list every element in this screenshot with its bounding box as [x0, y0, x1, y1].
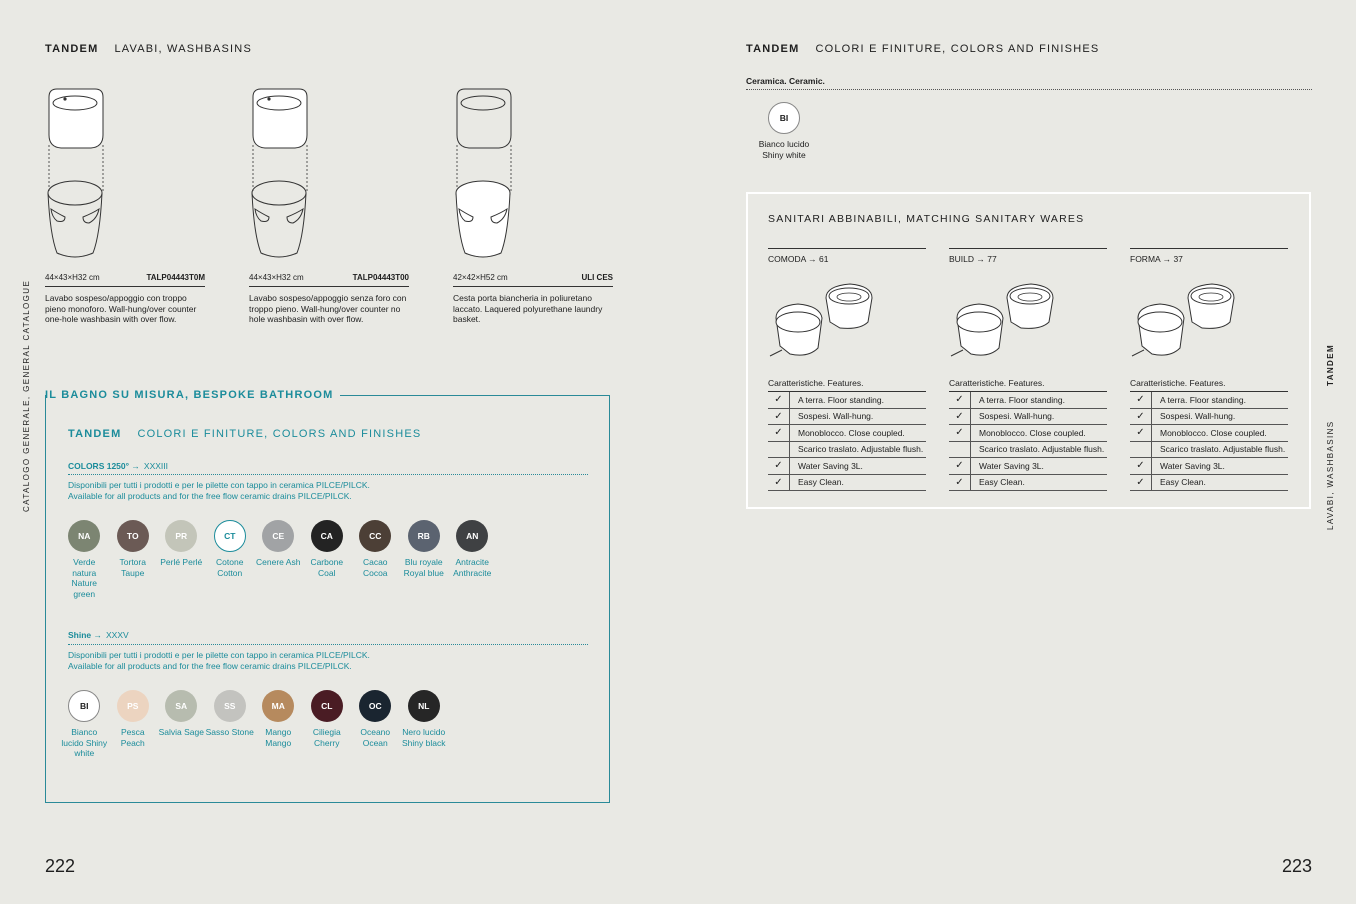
color-swatch-name: Tortora Taupe — [119, 557, 146, 578]
color-swatch-dot: TO — [117, 520, 149, 552]
feature-check-icon: ✓ — [949, 475, 971, 491]
product-description: Lavabo sospeso/appoggio con troppo pieno monoforo. Wall-hung/over counter one-hole washbasin with over flow. — [45, 293, 197, 324]
color-swatch[interactable] — [206, 690, 255, 759]
feature-row — [949, 442, 1107, 459]
feature-label: A terra. Floor standing. — [979, 394, 1065, 405]
left-page-number: 222 — [45, 856, 76, 876]
feature-row — [949, 409, 1107, 426]
color-swatch-name: Ciliegia Cherry — [312, 727, 341, 748]
feature-check-icon: ✓ — [768, 425, 790, 441]
color-swatch-dot: PS — [117, 690, 149, 722]
color-swatch-dot: OC — [359, 690, 391, 722]
product-code: TALP04443T0M — [146, 273, 205, 282]
sanitary-series — [1130, 248, 1288, 491]
color-swatch-dot: SS — [214, 690, 246, 722]
product-card — [45, 85, 205, 325]
sanitary-series — [768, 248, 926, 491]
sanitary-image — [1130, 264, 1288, 372]
product-code: TALP04443T00 — [352, 273, 409, 282]
color-swatch[interactable] — [254, 520, 303, 599]
product-drawing — [249, 85, 311, 263]
product-dimensions: 42×42×H52 cm — [453, 273, 508, 282]
color-swatch[interactable] — [206, 520, 255, 599]
color-swatch-name: Perlé Perlé — [160, 557, 203, 567]
feature-row — [949, 392, 1107, 409]
color-swatch-dot: NA — [68, 520, 100, 552]
shine-divider — [68, 644, 588, 645]
color-swatch[interactable] — [351, 520, 400, 599]
color-swatch-name: Cotone Cotton — [216, 557, 244, 578]
feature-row — [1130, 442, 1288, 459]
feature-row — [768, 458, 926, 475]
color-swatch[interactable] — [109, 520, 158, 599]
bespoke-subtitle: COLORI E FINITURE, COLORS AND FINISHES — [137, 428, 422, 440]
bespoke-brand: TANDEM — [68, 428, 122, 440]
features-title: Caratteristiche. Features. — [949, 378, 1045, 388]
product-card — [453, 85, 613, 325]
color-swatch-name: Cacao Cocoa — [362, 557, 388, 578]
feature-check-icon: ✓ — [768, 458, 790, 474]
product-drawing — [453, 85, 515, 263]
shine-label: Shine → XXXV — [68, 630, 129, 640]
feature-row — [768, 425, 926, 442]
bespoke-title: IL BAGNO SU MISURA, BESPOKE BATHROOM — [45, 389, 334, 401]
feature-label: A terra. Floor standing. — [798, 394, 884, 405]
feature-label: Scarico traslato. Adjustable flush. — [798, 444, 924, 455]
feature-row — [1130, 458, 1288, 475]
color-swatch[interactable] — [109, 690, 158, 759]
feature-row — [768, 392, 926, 409]
feature-label: Water Saving 3L. — [979, 460, 1044, 471]
matching-series-list — [768, 248, 1288, 491]
product-dimensions: 44×43×H32 cm — [249, 273, 304, 282]
right-header-brand: TANDEM — [746, 43, 800, 55]
feature-check-icon — [768, 442, 790, 458]
color-swatch-dot: CA — [311, 520, 343, 552]
color-swatch-name: Carbone Coal — [310, 557, 344, 578]
feature-label: Sospesi. Wall-hung. — [798, 411, 874, 422]
right-header-title: COLORI E FINITURE, COLORS AND FINISHES — [815, 43, 1100, 55]
color-swatch-name: Pesca Peach — [120, 727, 145, 748]
color-swatch-name: Bianco lucido Shiny white — [61, 727, 108, 758]
feature-check-icon: ✓ — [1130, 392, 1152, 408]
color-swatch[interactable] — [351, 690, 400, 759]
feature-row — [1130, 425, 1288, 442]
right-spine-text: LAVABI, WASHBASINS — [1326, 420, 1335, 530]
color-swatch[interactable] — [448, 520, 497, 599]
left-header — [45, 43, 252, 55]
sanitary-series-name[interactable]: BUILD → 77 — [949, 248, 1107, 264]
features-list — [1130, 391, 1288, 491]
sanitary-series — [949, 248, 1107, 491]
color-swatch[interactable] — [400, 690, 449, 759]
feature-check-icon — [949, 442, 971, 458]
color-swatch-dot: CL — [311, 690, 343, 722]
left-spine-text: CATALOGO GENERALE, GENERAL CATALOGUE — [22, 279, 31, 512]
color-swatch[interactable] — [60, 690, 109, 759]
sanitary-drawing — [768, 278, 878, 360]
feature-label: Monoblocco. Close coupled. — [798, 427, 905, 438]
features-list — [949, 391, 1107, 491]
color-swatch-dot: AN — [456, 520, 488, 552]
ceramic-label: Ceramica. Ceramic. — [746, 76, 825, 86]
feature-check-icon: ✓ — [1130, 409, 1152, 425]
color-swatch-name: Verde natura Nature green — [71, 557, 97, 599]
feature-check-icon: ✓ — [1130, 458, 1152, 474]
color-swatch-dot: MA — [262, 690, 294, 722]
sanitary-image — [768, 264, 926, 372]
product-card — [249, 85, 409, 325]
right-header — [746, 43, 1099, 55]
color-swatch-name: Blu royale Royal blue — [403, 557, 444, 578]
color-swatch[interactable] — [400, 520, 449, 599]
color-swatch-name: Oceano Ocean — [360, 727, 391, 748]
right-spine-brand: TANDEM — [1326, 343, 1335, 386]
sanitary-series-name[interactable]: FORMA → 37 — [1130, 248, 1288, 264]
color-swatch-dot: RB — [408, 520, 440, 552]
feature-row — [1130, 392, 1288, 409]
feature-label: Scarico traslato. Adjustable flush. — [1160, 444, 1286, 455]
ceramic-swatch — [753, 102, 815, 160]
feature-row — [949, 425, 1107, 442]
ceramic-swatch-dot: BI — [768, 102, 800, 134]
product-description: Cesta porta biancheria in poliuretano laccato. Laquered polyurethane laundry basket. — [453, 293, 603, 324]
feature-label: Easy Clean. — [798, 477, 844, 488]
feature-row — [949, 458, 1107, 475]
feature-row — [768, 442, 926, 459]
feature-label: Monoblocco. Close coupled. — [1160, 427, 1267, 438]
feature-row — [1130, 409, 1288, 426]
features-title: Caratteristiche. Features. — [1130, 378, 1226, 388]
feature-label: Water Saving 3L. — [1160, 460, 1225, 471]
feature-label: Easy Clean. — [979, 477, 1025, 488]
product-description: Lavabo sospeso/appoggio senza foro con troppo pieno. Wall-hung/over counter no hole washbasin with over flow. — [249, 293, 407, 324]
color-swatch-name: Sasso Stone — [205, 727, 254, 737]
color-swatch-dot: SA — [165, 690, 197, 722]
feature-label: Scarico traslato. Adjustable flush. — [979, 444, 1105, 455]
product-meta — [45, 273, 205, 287]
feature-row — [1130, 475, 1288, 492]
color-swatch[interactable] — [303, 520, 352, 599]
left-header-title: LAVABI, WASHBASINS — [114, 43, 252, 55]
color-swatch-dot: BI — [68, 690, 100, 722]
color-swatch[interactable] — [157, 520, 206, 599]
color-swatch-name: Salvia Sage — [158, 727, 204, 737]
feature-label: Easy Clean. — [1160, 477, 1206, 488]
colors-swatch-list — [60, 520, 497, 599]
color-swatch[interactable] — [303, 690, 352, 759]
colors-divider — [68, 474, 588, 475]
shine-ref: XXXV — [106, 630, 129, 640]
feature-label: Water Saving 3L. — [798, 460, 863, 471]
matching-title: SANITARI ABBINABILI, MATCHING SANITARY WARES — [768, 213, 1085, 225]
feature-check-icon: ✓ — [1130, 475, 1152, 491]
feature-row — [949, 475, 1107, 492]
feature-label: Sospesi. Wall-hung. — [979, 411, 1055, 422]
color-swatch-dot: PR — [165, 520, 197, 552]
color-swatch[interactable] — [60, 520, 109, 599]
product-drawing — [45, 85, 107, 263]
colors-label: COLORS 1250° → XXXIII — [68, 461, 168, 471]
feature-row — [768, 475, 926, 492]
right-page-number: 223 — [1282, 856, 1313, 876]
ceramic-divider — [746, 89, 1312, 90]
left-header-brand: TANDEM — [45, 43, 99, 55]
feature-label: Sospesi. Wall-hung. — [1160, 411, 1236, 422]
shine-note: Disponibili per tutti i prodotti e per le pilette con tappo in ceramica PILCE/PILCK. Available for all products and for the free flow ceramic drains PILCE/PILCK. — [68, 650, 370, 671]
bespoke-header — [68, 428, 421, 440]
feature-check-icon: ✓ — [768, 409, 790, 425]
feature-check-icon: ✓ — [1130, 425, 1152, 441]
product-meta — [453, 273, 613, 287]
feature-row — [768, 409, 926, 426]
feature-check-icon: ✓ — [949, 458, 971, 474]
feature-check-icon: ✓ — [949, 425, 971, 441]
sanitary-series-name[interactable]: COMODA → 61 — [768, 248, 926, 264]
shine-swatch-list — [60, 690, 448, 759]
feature-label: A terra. Floor standing. — [1160, 394, 1246, 405]
product-dimensions: 44×43×H32 cm — [45, 273, 100, 282]
color-swatch-dot: CT — [214, 520, 246, 552]
color-swatch-dot: CC — [359, 520, 391, 552]
sanitary-image — [949, 264, 1107, 372]
color-swatch[interactable] — [157, 690, 206, 759]
colors-ref: XXXIII — [143, 461, 168, 471]
colors-note: Disponibili per tutti i prodotti e per le pilette con tappo in ceramica PILCE/PILCK. Available for all products and for the free flow ceramic drains PILCE/PILCK. — [68, 480, 370, 501]
product-meta — [249, 273, 409, 287]
feature-check-icon: ✓ — [768, 392, 790, 408]
product-list — [45, 85, 613, 325]
feature-label: Monoblocco. Close coupled. — [979, 427, 1086, 438]
feature-check-icon: ✓ — [768, 475, 790, 491]
features-title: Caratteristiche. Features. — [768, 378, 864, 388]
color-swatch-name: Mango Mango — [265, 727, 292, 748]
sanitary-drawing — [1130, 278, 1240, 360]
color-swatch-name: Antracite Anthracite — [453, 557, 492, 578]
color-swatch-name: Nero lucido Shiny black — [402, 727, 446, 748]
features-list — [768, 391, 926, 491]
sanitary-drawing — [949, 278, 1059, 360]
ceramic-swatch-name: Bianco lucido Shiny white — [758, 139, 810, 160]
feature-check-icon: ✓ — [949, 392, 971, 408]
color-swatch-dot: NL — [408, 690, 440, 722]
color-swatch-name: Cenere Ash — [256, 557, 301, 567]
color-swatch-dot: CE — [262, 520, 294, 552]
product-code: ULI CES — [581, 273, 613, 282]
feature-check-icon: ✓ — [949, 409, 971, 425]
feature-check-icon — [1130, 442, 1152, 458]
color-swatch[interactable] — [254, 690, 303, 759]
